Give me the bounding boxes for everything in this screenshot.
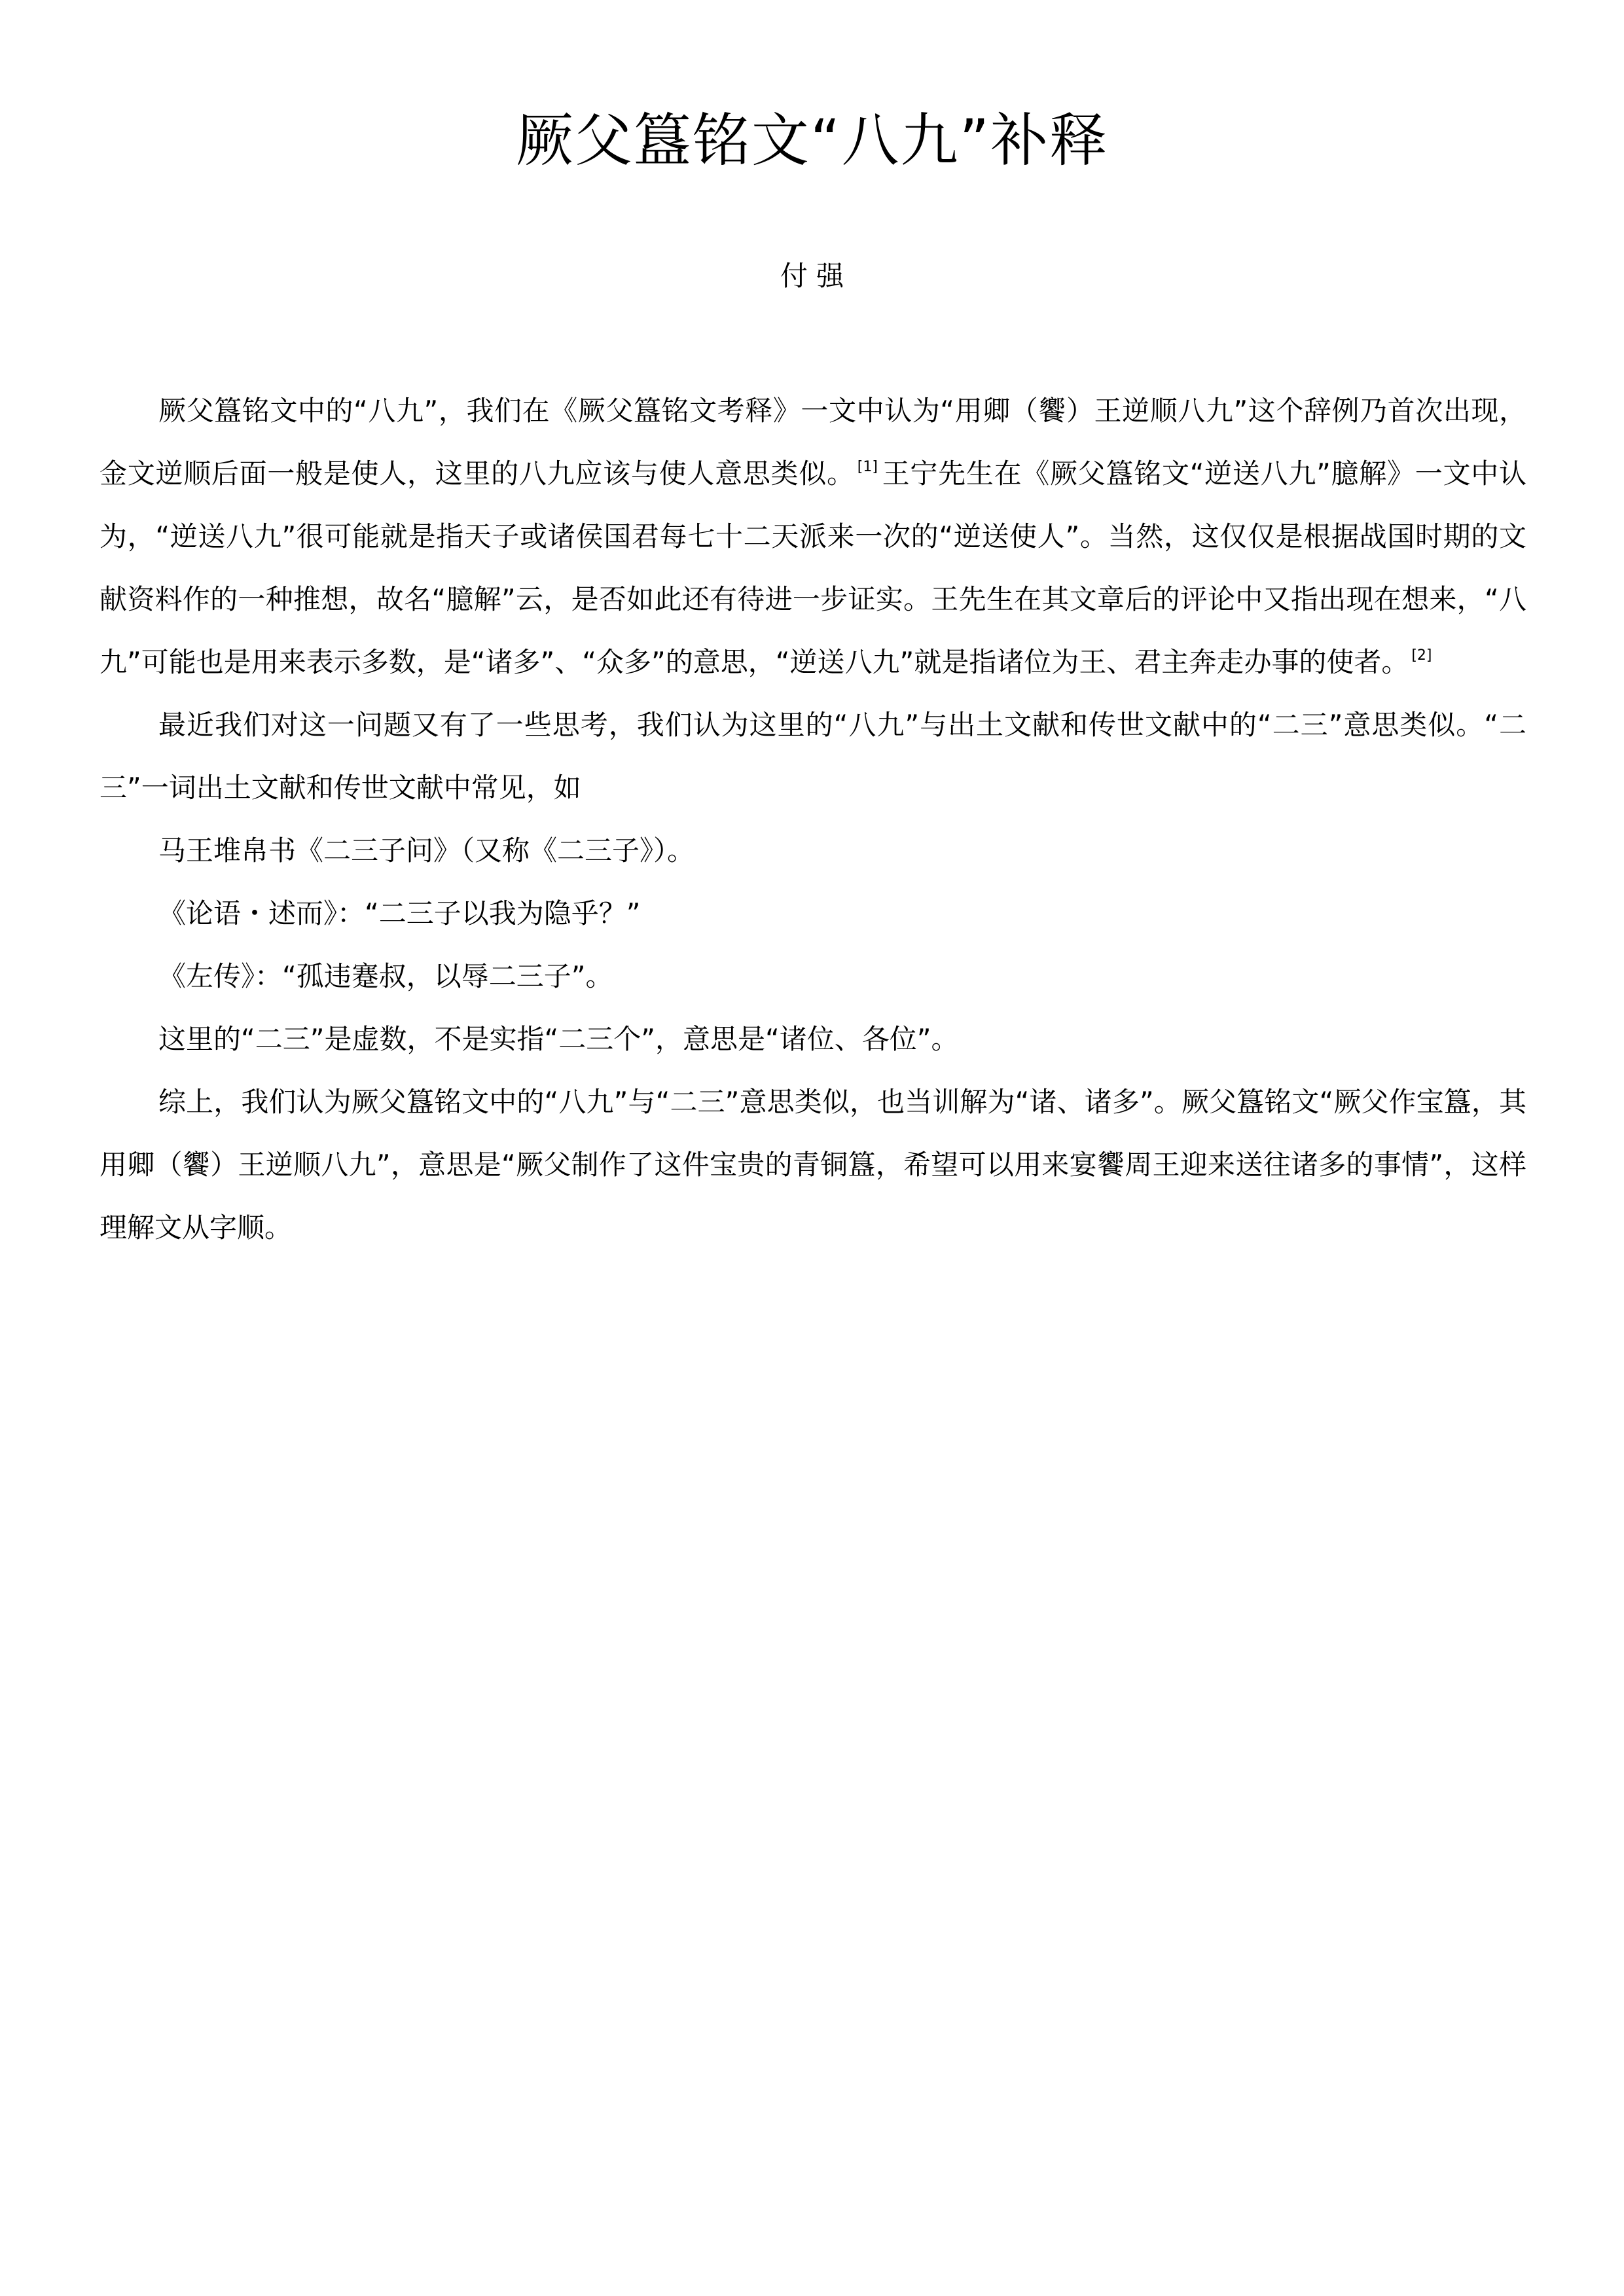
paragraph-text: 马王堆帛书《二三子问》（又称《二三子》）。 (158, 834, 695, 867)
body-paragraph (99, 819, 1526, 882)
footnote-marker: [2] (1411, 647, 1432, 664)
paragraph-text: 厥父簋铭文中的“八九”，我们在《厥父簋铭文考释》一文中认为“用卿（饗）王逆顺八九”这个辞例乃首次出现，金文逆顺后面一般是使人，这里的八九应该与使人意思类似。 (99, 395, 1526, 490)
paragraph-text: 《左传》：“孤违蹇叔，以辱二三子”。 (158, 960, 613, 992)
article-body (99, 380, 1526, 1259)
paragraph-text: 最近我们对这一问题又有了一些思考，我们认为这里的“八九”与出土文献和传世文献中的“二三”意思类似。“二三”一词出土文献和传世文献中常见，如 (99, 709, 1526, 804)
body-paragraph (99, 1071, 1526, 1259)
paragraph-text: 王宁先生在《厥父簋铭文“逆送八九”臆解》一文中认为，“逆送八九”很可能就是指天子或诸侯国君每七十二天派来一次的“逆送使人”。当然，这仅仅是根据战国时期的文献资料作的一种推想，故名“臆解”云，是否如此还有待进一步证实。王先生在其文章后的评论中又指出现在想来，“八九”可能也是用来表示多数，是“诸多”、“众多”的意思，“逆送八九”就是指诸位为王、君主奔走办事的使者。 (99, 457, 1526, 678)
paragraph-text: 综上，我们认为厥父簋铭文中的“八九”与“二三”意思类似，也当训解为“诸、诸多”。厥父簋铭文“厥父作宝簋，其用卿（饗）王逆顺八九”，意思是“厥父制作了这件宝贵的青铜簋，希望可以用来宴饗周王迎来送往诸多的事情”，这样理解文从字顺。 (99, 1086, 1526, 1244)
paragraph-text: 《论语・述而》：“二三子以我为隐乎？” (158, 897, 641, 929)
body-paragraph (99, 694, 1526, 819)
body-paragraph (99, 1008, 1526, 1071)
body-paragraph (99, 882, 1526, 945)
body-paragraph (99, 380, 1526, 694)
body-paragraph (99, 945, 1526, 1008)
author-name: 付 强 (780, 260, 844, 292)
paragraph-text: 这里的“二三”是虚数，不是实指“二三个”，意思是“诸位、各位”。 (158, 1023, 959, 1055)
footnote-marker: [1] (857, 459, 878, 475)
document-title: 厥父簋铭文“八九”补释 (515, 107, 1109, 174)
